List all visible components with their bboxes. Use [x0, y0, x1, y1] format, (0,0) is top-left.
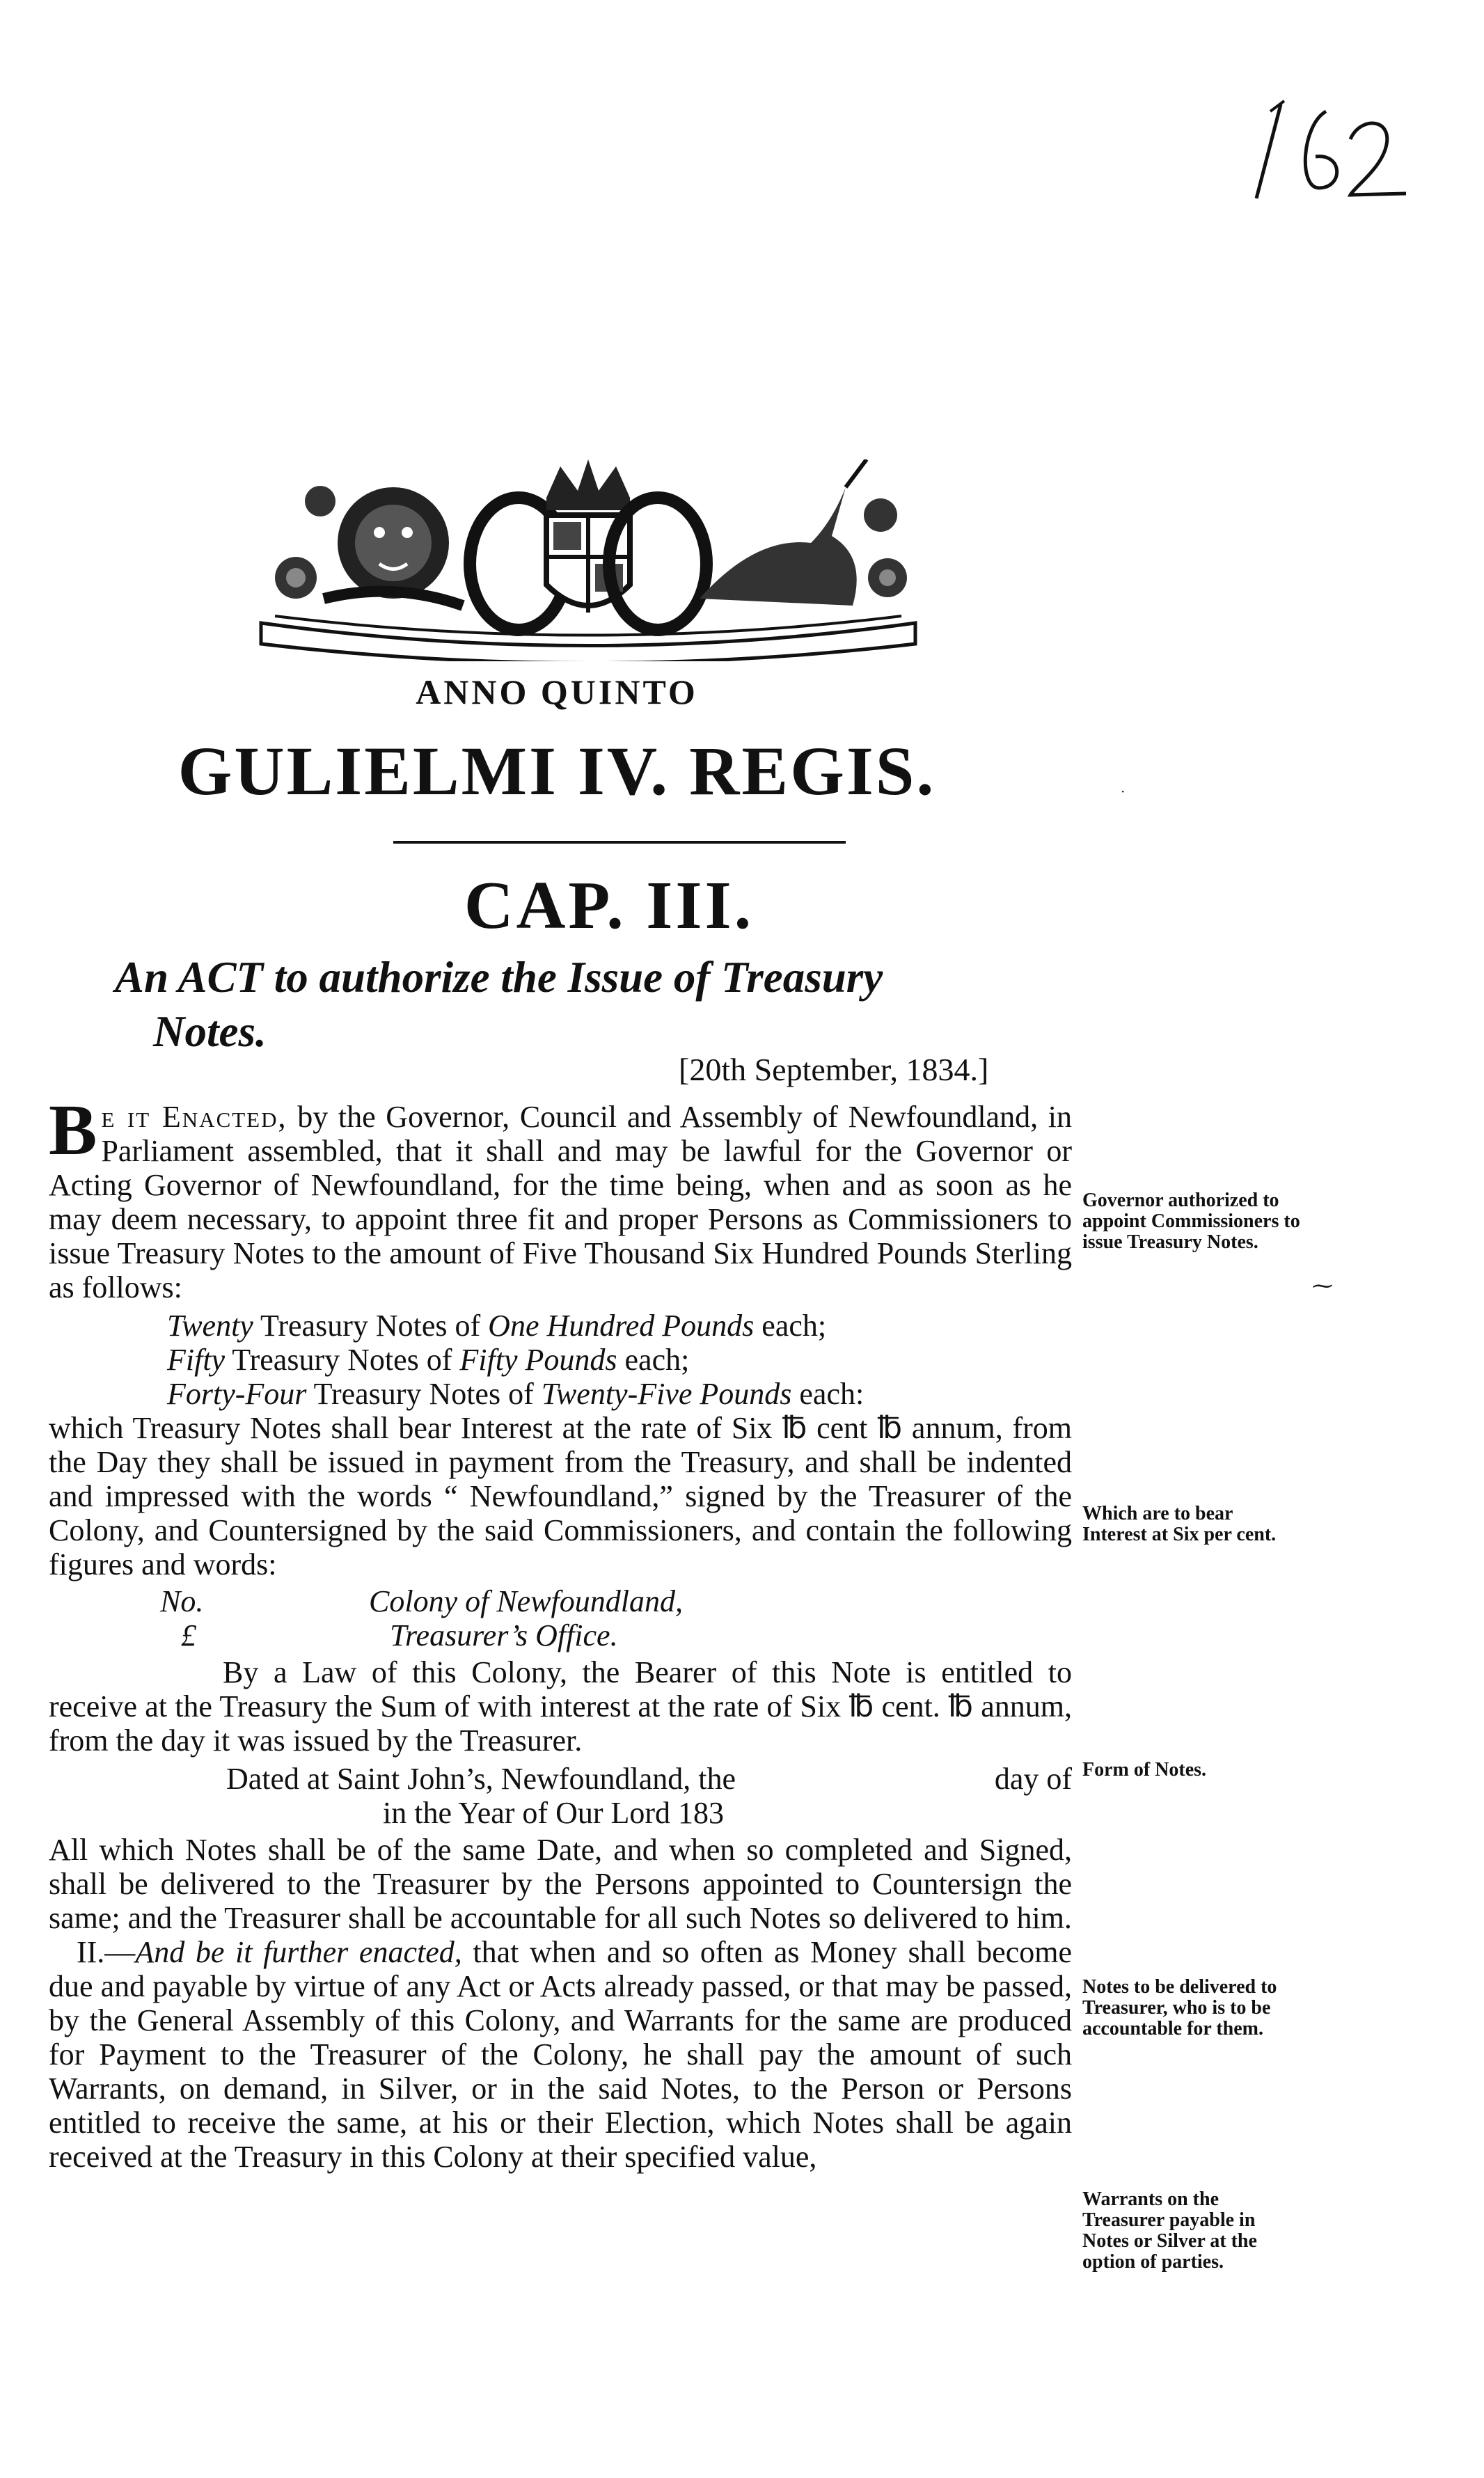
paragraph-enacting — [49, 1090, 1072, 1304]
stray-dot: · — [1121, 783, 1126, 800]
margin-note-form: Form of Notes. — [1082, 1759, 1207, 1781]
margin-note-delivery: Notes to be delivered to Treasurer, who is to be accountable for them. — [1082, 1976, 1277, 2039]
form-row-office — [49, 1618, 1072, 1652]
form-law-text: By a Law of this Colony, the Bearer of this Note is entitled to receive at the Treasury the Sum of with interest at the rate of Six ℔ cent. ℔ annum, from the day it was issued by the Treasurer. — [49, 1655, 1072, 1758]
regis-heading: GULIELMI IV. REGIS. — [177, 732, 936, 810]
form-dated: Dated at Saint John’s, Newfoundland, the — [226, 1762, 736, 1796]
drop-cap: B — [49, 1090, 97, 1170]
margin-mark: ⁓ — [1312, 1274, 1333, 1298]
note-form — [49, 1584, 1072, 1830]
section-text: that when and so often as Money shall become due and payable by virtue of any Act or Acts already passed, or that may be passed, by the General Assembly of this Colony, and Warrants for the same are produced for Payment to the Treasurer of the Colony, he shall pay the amount of such Warrants, on demand, in Silver, or in the said Notes, to the Person or Persons entitled to receive the same, at his or their Election, which Notes shall be again received at the Treasury in this Colony at their specified value, — [49, 1935, 1072, 2174]
act-date: [20th September, 1834.] — [679, 1052, 989, 1087]
anno-heading: ANNO QUINTO — [416, 672, 698, 711]
form-pound: £ — [181, 1618, 196, 1652]
paragraph-delivery: All which Notes shall be of the same Date, and when so completed and Signed, shall be delivered to the Treasurer by the Persons appointed to Countersign the same; and the Treasurer shall be accountable for all such Notes so delivered to him. — [49, 1833, 1072, 1935]
section-italic: And be it further enacted, — [135, 1935, 462, 1969]
form-no: No. — [160, 1584, 204, 1618]
form-office: Treasurer’s Office. — [390, 1618, 618, 1652]
act-title-line1: An ACT to authorize the Issue of Treasury — [115, 953, 883, 1002]
enacting-text: by the Governor, Council and Assembly of Newfoundland, in Parliament assembled, that it shall and may be lawful for the Governor or Acting Governor of Newfoundland, for the time being, when and as soon as he may deem necessary, to appoint three fit and proper Persons as Commissioners to issue Treasury Notes to the amount of Five Thousand Six Hundred Pounds Sterling as follows: — [49, 1100, 1072, 1304]
schedule-item: Forty-Four Treasury Notes of Twenty-Five Pounds each: — [167, 1377, 865, 1411]
form-row-number — [49, 1584, 1072, 1618]
form-row-year: in the Year of Our Lord 183 — [383, 1796, 725, 1830]
margin-note-warrants: Warrants on the Treasurer payable in Notes or Silver at the option of parties. — [1082, 2188, 1257, 2273]
margin-note-interest: Which are to bear Interest at Six per cent. — [1082, 1503, 1277, 1545]
act-title-line2: Notes. — [153, 1007, 267, 1056]
enacting-smallcaps: e it Enacted, — [101, 1100, 287, 1134]
paragraph-interest: which Treasury Notes shall bear Interest at the rate of Six ℔ cent ℔ annum, from the Day they shall be issued in payment from the Treasury, and shall be indented and impressed with the words “ Newfoundland,” signed by the Treasurer of the Colony, and Countersigned by the said Commissioners, and contain the following figures and words: — [49, 1411, 1072, 1581]
schedule-item: Fifty Treasury Notes of Fifty Pounds each; — [167, 1343, 690, 1377]
act-body — [49, 1090, 1072, 2174]
act-title — [115, 950, 1089, 1059]
chapter-heading: CAP. III. — [464, 868, 755, 943]
heading-rule — [393, 841, 846, 844]
form-colony: Colony of Newfoundland, — [369, 1584, 683, 1618]
margin-note-commissioners: Governor authorized to appoint Commissioners to issue Treasury Notes. — [1082, 1190, 1300, 1253]
schedule-item: Twenty Treasury Notes of One Hundred Pounds each; — [167, 1309, 827, 1343]
section-number: II.— — [77, 1935, 136, 1969]
paragraph-section-two — [49, 1935, 1072, 2174]
form-day-of: day of — [994, 1762, 1072, 1796]
form-row-dated — [49, 1762, 1072, 1796]
handwritten-page-number — [1229, 84, 1410, 209]
royal-coat-of-arms — [254, 459, 922, 661]
schedule-list — [49, 1309, 1072, 1411]
